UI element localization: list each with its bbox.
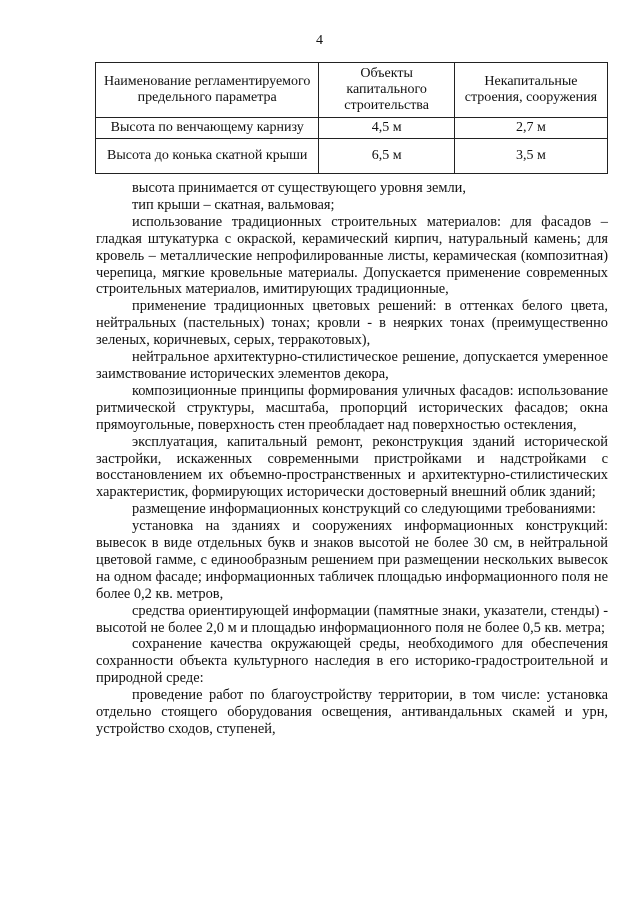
- paragraph: применение традиционных цветовых решений: в оттенках белого цвета, нейтральных (пастельных) тонах; кровли - в неярких тонах (преимущественно зеленых, коричневых, серых, терракотовых),: [96, 298, 608, 349]
- paragraph: размещение информационных конструкций со следующими требованиями:: [132, 501, 596, 518]
- paragraph: использование традиционных строительных материалов: для фасадов – гладкая штукатурка с окраской, керамический кирпич, натуральный камень; для кровель – металлические непрофилированные листы, керамическая (композитная) черепица, мягкие кровельные материалы. Допускается применение современных строительных материалов, имитирующих традиционные,: [96, 213, 608, 298]
- paragraph: установка на зданиях и сооружениях информационных конструкций: вывесок в виде отдельных букв и знаков высотой не более 30 см, в нейтральной цветовой гамме, с единообразным решением при размещении нескольких вывесок на одном фасаде; информационных табличек площадью информационного поля не более 0,2 кв. метров,: [96, 518, 608, 602]
- paragraph: эксплуатация, капитальный ремонт, реконструкция зданий исторической застройки, искаженных современными пристройками и надстройками с восстановлением их объемно-пространственных и архитектурно-стилистических характеристик, формирующих исторически достоверный внешний облик зданий;: [96, 433, 608, 501]
- table-cell: 4,5 м: [319, 118, 454, 139]
- body-text: [96, 180, 608, 738]
- table-cell: 3,5 м: [454, 139, 607, 174]
- table-row: [96, 118, 608, 139]
- table-header-cell: Объекты капитального строительства: [319, 63, 454, 118]
- paragraph: проведение работ по благоустройству территории, в том числе: установка отдельно стоящего оборудования освещения, антивандальных скамей и урн, устройство сходов, ступеней,: [96, 687, 608, 737]
- parameters-table: [95, 62, 608, 174]
- table-row: [96, 139, 608, 174]
- table-cell: 2,7 м: [454, 118, 607, 139]
- table-header-cell: Некапитальные строения, сооружения: [454, 63, 607, 118]
- paragraph: сохранение качества окружающей среды, необходимого для обеспечения сохранности объекта культурного наследия в его историко-градостроительной и природной среде:: [96, 636, 608, 687]
- table-header-cell: Наименование регламентируемого предельного параметра: [96, 63, 319, 118]
- paragraph: высота принимается от существующего уровня земли,: [132, 180, 466, 196]
- table-cell: 6,5 м: [319, 139, 454, 174]
- table-cell: Высота до конька скатной крыши: [96, 139, 319, 174]
- page-number: 4: [316, 33, 323, 48]
- paragraph: тип крыши – скатная, вальмовая;: [132, 196, 335, 213]
- paragraph: композиционные принципы формирования уличных фасадов: использование ритмической структуры, масштаба, пропорций исторических фасадов; окна прямоугольные, поверхность стен преобладает над поверхностью остекления,: [96, 382, 608, 433]
- paragraph: средства ориентирующей информации (памятные знаки, указатели, стенды) - высотой не более 2,0 м и площадью информационного поля не более 0,5 кв. метра;: [96, 602, 608, 636]
- table-cell: Высота по венчающему карнизу: [96, 118, 319, 139]
- table-header-row: [96, 63, 608, 118]
- paragraph: нейтральное архитектурно-стилистическое решение, допускается умеренное заимствование исторических элементов декора,: [96, 349, 608, 382]
